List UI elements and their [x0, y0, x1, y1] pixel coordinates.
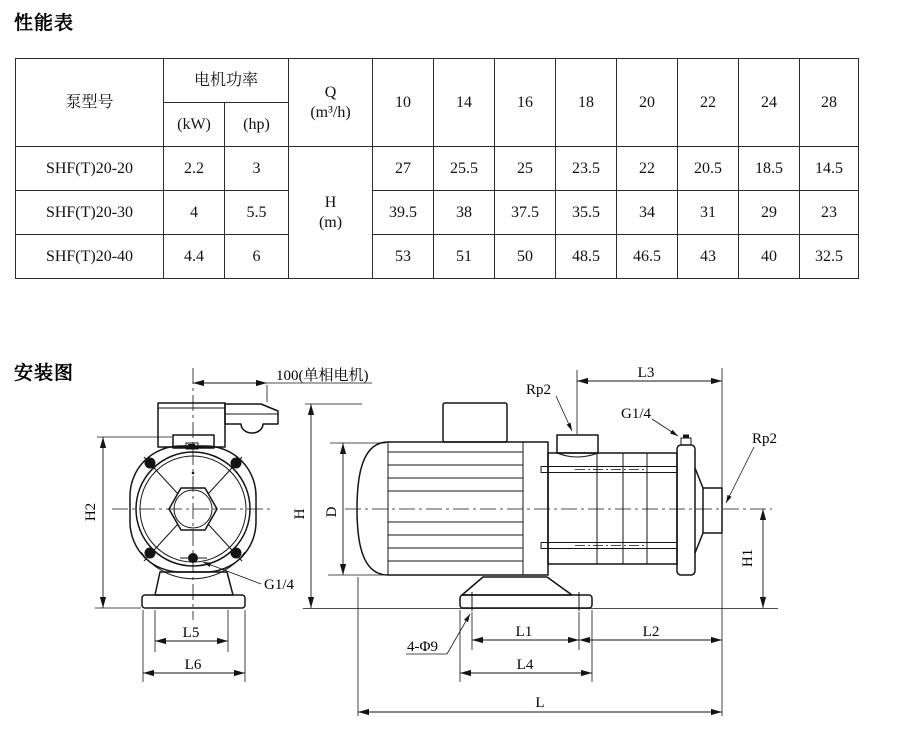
- cell-head: 53: [373, 235, 434, 279]
- installation-diagram: [0, 340, 900, 733]
- header-motor-power: 电机功率: [164, 59, 289, 103]
- header-flow-value: 20: [617, 59, 678, 147]
- header-pump-model: 泵型号: [16, 59, 164, 147]
- q-unit: (m³/h): [310, 103, 351, 121]
- h-symbol: H: [324, 193, 337, 211]
- cell-kw: 4: [164, 191, 225, 235]
- cell-head: 51: [434, 235, 495, 279]
- dimensions-front: [83, 366, 372, 682]
- label-rp2-right: Rp2: [752, 431, 778, 447]
- cell-head: 50: [495, 235, 556, 279]
- header-flow-value: 22: [678, 59, 739, 147]
- header-flow-value: 24: [739, 59, 800, 147]
- cell-head: 34: [617, 191, 678, 235]
- cell-head: 25: [495, 147, 556, 191]
- cell-head: 40: [739, 235, 800, 279]
- cell-head: 23.5: [556, 147, 617, 191]
- cell-hp: 3: [225, 147, 289, 191]
- dimensions-side: [292, 365, 778, 716]
- cell-model: SHF(T)20-30: [16, 191, 164, 235]
- cell-kw: 2.2: [164, 147, 225, 191]
- cell-head: 23: [800, 191, 859, 235]
- cell-model: SHF(T)20-20: [16, 147, 164, 191]
- motor-fins: [388, 452, 523, 561]
- cell-head: 22: [617, 147, 678, 191]
- table-row: [16, 191, 859, 235]
- label-l4: L4: [516, 657, 534, 673]
- cell-head: 25.5: [434, 147, 495, 191]
- side-view: [345, 403, 772, 611]
- label-l1: L1: [515, 624, 533, 640]
- header-flow-value: 28: [800, 59, 859, 147]
- cell-head: 39.5: [373, 191, 434, 235]
- cell-head-label: [289, 147, 373, 279]
- installation-diagram-title: 安装图: [14, 363, 75, 384]
- label-l3: L3: [637, 365, 655, 381]
- label-h1: H1: [740, 548, 756, 568]
- cell-head: 27: [373, 147, 434, 191]
- table-row: [16, 235, 859, 279]
- h-unit: (m): [318, 213, 343, 231]
- label-bolt-holes: 4-Φ9: [407, 639, 438, 655]
- label-l: L: [535, 695, 545, 711]
- cell-head: 14.5: [800, 147, 859, 191]
- header-hp: (hp): [225, 103, 289, 147]
- cell-head: 32.5: [800, 235, 859, 279]
- cell-head: 20.5: [678, 147, 739, 191]
- header-row-1: [16, 59, 859, 103]
- performance-table-title: 性能表: [14, 13, 75, 34]
- table-row: [16, 147, 859, 191]
- label-l5: L5: [182, 625, 200, 641]
- cell-head: 29: [739, 191, 800, 235]
- cell-head: 46.5: [617, 235, 678, 279]
- header-flow-value: 18: [556, 59, 617, 147]
- label-g14-side: G1/4: [621, 406, 651, 422]
- cell-head: 37.5: [495, 191, 556, 235]
- cell-head: 31: [678, 191, 739, 235]
- q-symbol: Q: [324, 83, 337, 101]
- cell-head: 18.5: [739, 147, 800, 191]
- label-l6: L6: [184, 657, 202, 673]
- cell-hp: 6: [225, 235, 289, 279]
- label-rp2-top: Rp2: [526, 382, 552, 398]
- header-flow-value: 14: [434, 59, 495, 147]
- cell-model: SHF(T)20-40: [16, 235, 164, 279]
- label-d: D: [324, 506, 340, 518]
- cell-head: 43: [678, 235, 739, 279]
- performance-table: [15, 58, 859, 279]
- header-kw: (kW): [164, 103, 225, 147]
- header-flow-value: 10: [373, 59, 434, 147]
- cell-hp: 5.5: [225, 191, 289, 235]
- label-motor-offset: 100(单相电机): [276, 368, 369, 384]
- header-flow: [289, 59, 373, 147]
- label-g14-front: G1/4: [264, 577, 294, 593]
- label-h: H: [292, 508, 308, 520]
- cell-head: 48.5: [556, 235, 617, 279]
- cell-head: 35.5: [556, 191, 617, 235]
- front-view: [112, 368, 278, 620]
- cell-kw: 4.4: [164, 235, 225, 279]
- label-h2: H2: [83, 502, 99, 522]
- label-l2: L2: [642, 624, 660, 640]
- header-flow-value: 16: [495, 59, 556, 147]
- cell-head: 38: [434, 191, 495, 235]
